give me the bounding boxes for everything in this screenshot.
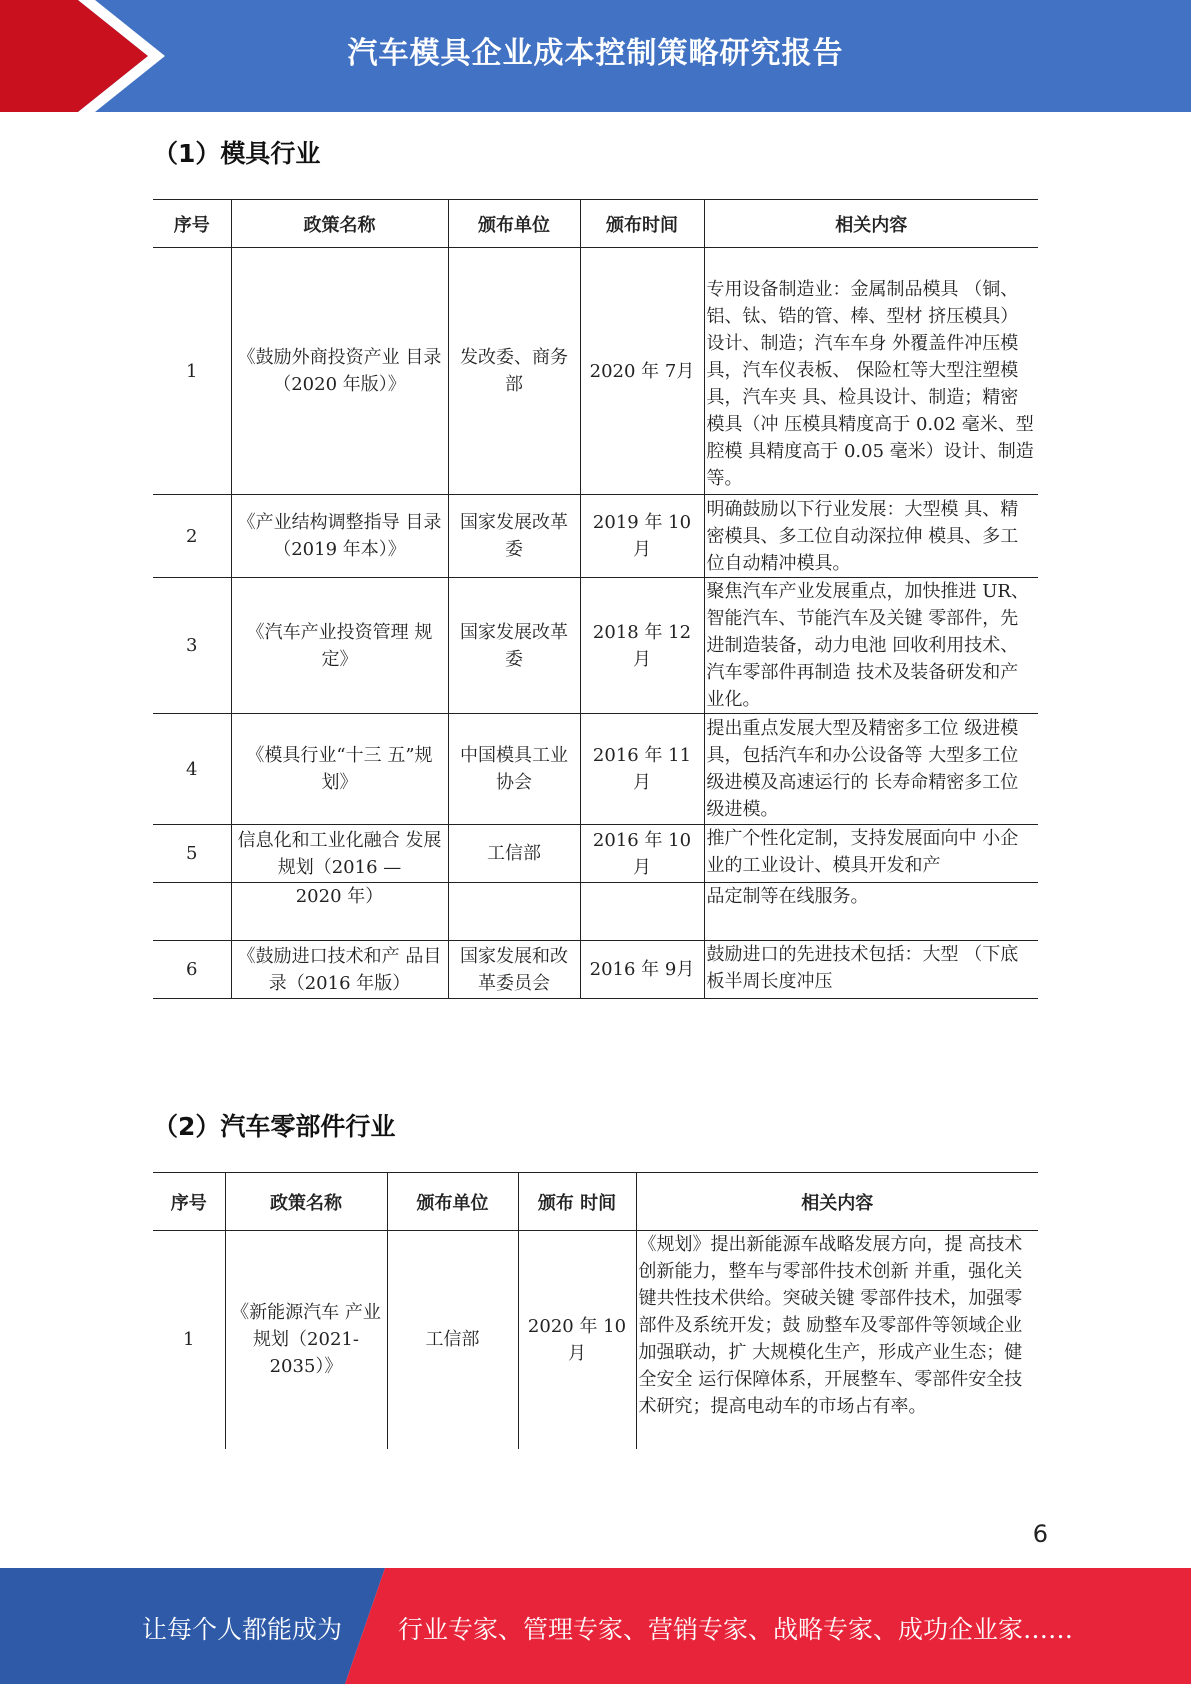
row-no: 1 xyxy=(153,248,231,495)
row-policy-name: 《鼓励外商投资产业 目录（2020 年版）》 xyxy=(231,248,448,495)
row-no: 2 xyxy=(153,495,231,578)
row-issuer: 工信部 xyxy=(387,1231,518,1449)
row-policy-name: 《鼓励进口技术和产 品目录（2016 年版） xyxy=(231,941,448,999)
row-date: 2020 年 10月 xyxy=(518,1231,636,1449)
section-heading-mold-industry: （1）模具行业 xyxy=(153,139,321,168)
row-issuer: 工信部 xyxy=(448,825,580,883)
row-content: 推广个性化定制，支持发展面向中 小企业的工业设计、模具开发和产 xyxy=(704,825,1038,883)
row-issuer xyxy=(448,883,580,941)
row-policy-name: 《模具行业“十三 五”规划》 xyxy=(231,714,448,825)
row-policy-name: 信息化和工业化融合 发展规划（2016 — xyxy=(231,825,448,883)
column-header-policy-name: 政策名称 xyxy=(231,200,448,248)
column-header-issuer: 颁布单位 xyxy=(448,200,580,248)
mold-industry-policy-table xyxy=(153,199,1038,999)
row-no: 6 xyxy=(153,941,231,999)
row-issuer: 国家发展改革委 xyxy=(448,578,580,714)
row-content: 专用设备制造业：金属制品模具 （铜、铝、钛、锆的管、棒、型材 挤压模具）设计、制造；汽车车身 外覆盖件冲压模具，汽车仪表板、 保险杠等大型注塑模具，汽车夹 具、检具设计、制造；精密模具（冲 压模具精度高于 0.02 毫米、型腔模 具精度高于 0.05 毫米）设计、制造 等。 xyxy=(704,248,1038,495)
table-row xyxy=(153,578,1038,714)
row-no: 4 xyxy=(153,714,231,825)
table-row xyxy=(153,825,1038,883)
column-header-date: 颁布 时间 xyxy=(518,1173,636,1231)
row-policy-name: 《新能源汽车 产业规划（2021-2035）》 xyxy=(225,1231,387,1449)
column-header-no: 序号 xyxy=(153,1173,225,1231)
column-header-date: 颁布时间 xyxy=(580,200,704,248)
row-date: 2016 年 10月 xyxy=(580,825,704,883)
row-policy-name: 《汽车产业投资管理 规定》 xyxy=(231,578,448,714)
row-no: 1 xyxy=(153,1231,225,1449)
page-header xyxy=(0,0,1191,112)
row-issuer: 发改委、商务部 xyxy=(448,248,580,495)
table-row xyxy=(153,1231,1038,1449)
row-content: 《规划》提出新能源车战略发展方向，提 高技术创新能力，整车与零部件技术创新 并重，强化关键共性技术供给。突破关键 零部件技术，加强零部件及系统开发；鼓 励整车及零部件等领域企业加强联动，扩 大规模化生产，形成产业生态；健全安全 运行保障体系，开展整车、零部件安全技 术研究；提高电动车的市场占有率。 xyxy=(638,1234,1023,1417)
row-date xyxy=(580,883,704,941)
column-header-content: 相关内容 xyxy=(704,200,1038,248)
footer-slogan-right: 行业专家、管理专家、营销专家、战略专家、成功企业家…… xyxy=(398,1615,1074,1644)
table-row xyxy=(153,714,1038,825)
row-content: 鼓励进口的先进技术包括：大型 （下底板半周长度冲压 xyxy=(704,941,1038,999)
column-header-no: 序号 xyxy=(153,200,231,248)
page-number: 6 xyxy=(1032,1520,1048,1548)
table-header-row xyxy=(153,1173,1038,1231)
footer-slogan-left: 让每个人都能成为 xyxy=(142,1615,343,1644)
table-header-row xyxy=(153,200,1038,248)
row-date: 2018 年 12月 xyxy=(580,578,704,714)
row-content: 提出重点发展大型及精密多工位 级进模具，包括汽车和办公设备等 大型多工位级进模及高速运行的 长寿命精密多工位级进模。 xyxy=(704,714,1038,825)
row-issuer: 中国模具工业协会 xyxy=(448,714,580,825)
column-header-policy-name: 政策名称 xyxy=(225,1173,387,1231)
column-header-issuer: 颁布单位 xyxy=(387,1173,518,1231)
row-content: 品定制等在线服务。 xyxy=(704,883,1038,941)
table-row xyxy=(153,495,1038,578)
row-policy-name: 《产业结构调整指导 目录（2019 年本）》 xyxy=(231,495,448,578)
row-no xyxy=(153,883,231,941)
report-title: 汽车模具企业成本控制策略研究报告 xyxy=(347,36,844,71)
row-policy-name: 2020 年） xyxy=(231,883,448,941)
section-heading-auto-parts-industry: （2）汽车零部件行业 xyxy=(153,1112,396,1141)
row-date: 2019 年 10月 xyxy=(580,495,704,578)
auto-parts-policy-table xyxy=(153,1172,1038,1449)
row-no: 5 xyxy=(153,825,231,883)
column-header-content: 相关内容 xyxy=(636,1173,1038,1231)
table-row xyxy=(153,941,1038,999)
row-date: 2016 年 11月 xyxy=(580,714,704,825)
page-footer xyxy=(0,1568,1191,1684)
row-date: 2020 年 7月 xyxy=(580,248,704,495)
table-row xyxy=(153,248,1038,495)
row-content: 聚焦汽车产业发展重点，加快推进 UR、智能汽车、节能汽车及关键 零部件，先进制造装备，动力电池 回收利用技术、汽车零部件再制造 技术及装备研发和产业化。 xyxy=(704,578,1038,714)
row-issuer: 国家发展改革委 xyxy=(448,495,580,578)
row-content: 明确鼓励以下行业发展：大型模 具、精密模具、多工位自动深拉伸 模具、多工位自动精冲模具。 xyxy=(704,495,1038,578)
row-no: 3 xyxy=(153,578,231,714)
table-row xyxy=(153,883,1038,941)
row-date: 2016 年 9月 xyxy=(580,941,704,999)
row-issuer: 国家发展和改革委员会 xyxy=(448,941,580,999)
